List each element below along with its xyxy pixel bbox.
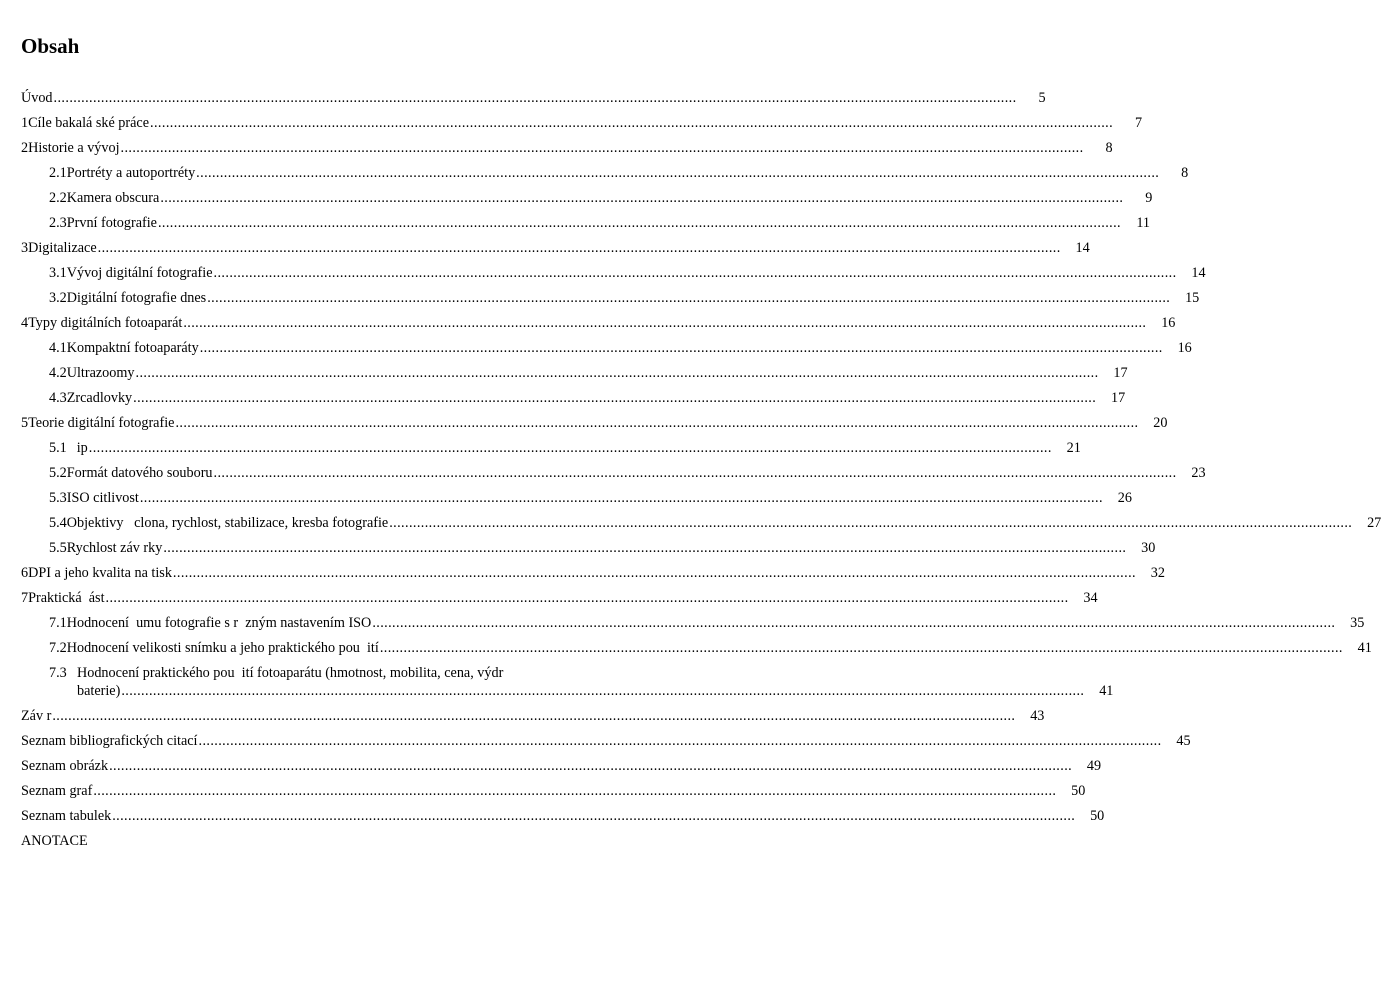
toc-page-number: 16 (1161, 315, 1176, 331)
toc-entry-title: Cíle bakalá ské práce (28, 115, 150, 131)
toc-entry-title: ISO citlivost (66, 490, 139, 506)
toc-entry-number: 5.1 (49, 440, 67, 456)
toc-entry-section-2-3[interactable] (0, 215, 1151, 232)
toc-entry-chapter-6[interactable] (0, 565, 1165, 582)
toc-dot-leader (52, 708, 1015, 725)
toc-entry-uvod[interactable] (0, 90, 1046, 107)
toc-entry-chapter-4[interactable] (0, 315, 1176, 332)
toc-entry-number: 4.2 (49, 365, 67, 381)
toc-dot-leader (121, 683, 1084, 700)
toc-dot-leader (183, 315, 1146, 332)
toc-entry-section-3-2[interactable] (0, 290, 1200, 307)
toc-entry-title: Portréty a autoportréty (66, 165, 196, 181)
toc-entry-list-of-charts[interactable] (0, 783, 1086, 800)
toc-entry-number: 4.1 (49, 340, 67, 356)
toc-entry-chapter-2[interactable] (0, 140, 1113, 157)
toc-entry-section-7-3[interactable] (0, 665, 653, 682)
toc-dot-leader (150, 115, 1113, 132)
toc-page-number: 14 (1075, 240, 1090, 256)
toc-entry-section-4-3[interactable] (0, 390, 1126, 407)
toc-dot-leader (160, 190, 1123, 207)
toc-heading: Obsah (21, 34, 80, 58)
toc-page-number: 23 (1191, 465, 1206, 481)
toc-entry-number: 4 (21, 315, 29, 331)
toc-entry-number: 5.5 (49, 540, 67, 556)
toc-dot-leader (372, 615, 1335, 632)
toc-entry-title: Seznam bibliografických citací (21, 733, 198, 749)
toc-page-number: 49 (1086, 758, 1102, 774)
toc-dot-leader (200, 340, 1163, 357)
toc-entry-number: 5 (21, 415, 29, 431)
toc-entry-title: Záv r (21, 708, 52, 724)
toc-page-number: 21 (1066, 440, 1081, 456)
toc-entry-title: Hodnocení praktického pou ití fotoaparátu (hmotnost, mobilita, cena, výdr (77, 665, 504, 681)
toc-entry-section-4-2[interactable] (0, 365, 1128, 382)
toc-entry-number: 7.2 (49, 640, 67, 656)
toc-page-number: 50 (1090, 808, 1105, 824)
toc-entry-number: 4.3 (49, 390, 67, 406)
toc-page-number: 41 (1099, 683, 1114, 699)
toc-page-number: 30 (1141, 540, 1156, 556)
toc-entry-number: 2.2 (49, 190, 67, 206)
toc-entry-chapter-7[interactable] (0, 590, 1098, 607)
toc-page-number: 9 (1145, 190, 1153, 206)
toc-entry-title: Hodnocení umu fotografie s r zným nastavením ISO (66, 615, 372, 631)
toc-page-number: 11 (1136, 215, 1151, 231)
toc-entry-anotace[interactable] (0, 833, 653, 850)
toc-entry-title: Historie a vývoj (28, 140, 120, 156)
toc-entry-title: Kamera obscura (66, 190, 160, 206)
toc-entry-number: 7.3 (49, 665, 67, 681)
toc-page-number: 17 (1111, 390, 1126, 406)
toc-entry-section-3-1[interactable] (0, 265, 1206, 282)
toc-dot-leader (214, 265, 1177, 282)
toc-page-number: 43 (1030, 708, 1045, 724)
toc-page-number: 17 (1113, 365, 1128, 381)
toc-page-number: 15 (1185, 290, 1200, 306)
toc-page-number: 14 (1191, 265, 1206, 281)
toc-page-number: 41 (1357, 640, 1372, 656)
toc-dot-leader (136, 365, 1099, 382)
toc-entry-section-4-1[interactable] (0, 340, 1192, 357)
toc-entry-number: 1 (21, 115, 29, 131)
toc-entry-section-2-2[interactable] (0, 190, 1153, 207)
toc-entry-number: 2 (21, 140, 29, 156)
toc-entry-title: Hodnocení velikosti snímku a jeho praktického pou ití (66, 640, 379, 656)
toc-entry-section-5-3[interactable] (0, 490, 1132, 507)
toc-dot-leader (196, 165, 1159, 182)
toc-page-number: 8 (1181, 165, 1189, 181)
toc-entry-number: 5.3 (49, 490, 67, 506)
toc-entry-title: ANOTACE (21, 833, 88, 849)
toc-entry-section-7-3-continued[interactable] (0, 683, 1114, 700)
toc-entry-title: Seznam obrázk (21, 758, 109, 774)
toc-dot-leader (54, 90, 1017, 107)
toc-entry-title: ip (76, 440, 88, 456)
toc-entry-title: Kompaktní fotoaparáty (66, 340, 199, 356)
toc-page-number: 32 (1150, 565, 1165, 581)
toc-entry-title-line2: baterie) (77, 683, 121, 699)
toc-dot-leader (106, 590, 1069, 607)
toc-dot-leader (173, 565, 1136, 582)
toc-dot-leader (175, 415, 1138, 432)
toc-entry-number: 3 (21, 240, 29, 256)
toc-entry-section-5-4[interactable] (0, 515, 1381, 532)
toc-entry-section-2-1[interactable] (0, 165, 1189, 182)
toc-entry-number: 5.4 (49, 515, 67, 531)
toc-entry-bibliography[interactable] (0, 733, 1191, 750)
toc-dot-leader (112, 808, 1075, 825)
toc-entry-number: 7.1 (49, 615, 67, 631)
toc-page-number: 20 (1153, 415, 1168, 431)
toc-dot-leader (109, 758, 1072, 775)
toc-page-number: 50 (1071, 783, 1086, 799)
toc-dot-leader (163, 540, 1126, 557)
toc-entry-title: Ultrazoomy (66, 365, 135, 381)
toc-page-number: 35 (1350, 615, 1365, 631)
toc-entry-title: Rychlost záv rky (66, 540, 163, 556)
toc-entry-title: Seznam tabulek (21, 808, 112, 824)
toc-dot-leader (89, 440, 1052, 457)
toc-page-number: 26 (1117, 490, 1132, 506)
toc-entry-title: Digitální fotografie dnes (66, 290, 207, 306)
toc-entry-number: 2.3 (49, 215, 67, 231)
toc-entry-title: První fotografie (66, 215, 157, 231)
toc-entry-title: Digitalizace (28, 240, 97, 256)
toc-entry-chapter-1[interactable] (0, 115, 1143, 132)
toc-entry-number: 6 (21, 565, 29, 581)
toc-dot-leader (207, 290, 1170, 307)
toc-entry-title: Objektivy clona, rychlost, stabilizace, kresba fotografie (66, 515, 389, 531)
toc-entry-title: Vývoj digitální fotografie (66, 265, 213, 281)
toc-entry-title: Úvod (21, 90, 53, 106)
toc-entry-title: Zrcadlovky (66, 390, 133, 406)
toc-entry-chapter-5[interactable] (0, 415, 1168, 432)
toc-entry-list-of-tables[interactable] (0, 808, 1105, 825)
toc-entry-number: 3.1 (49, 265, 67, 281)
toc-page-number: 27 (1367, 515, 1381, 531)
toc-dot-leader (214, 465, 1177, 482)
toc-entry-section-7-1[interactable] (0, 615, 1365, 632)
toc-dot-leader (93, 783, 1056, 800)
toc-entry-title: Typy digitálních fotoaparát (28, 315, 183, 331)
toc-dot-leader (389, 515, 1352, 532)
toc-page-number: 16 (1177, 340, 1192, 356)
toc-entry-list-of-figures[interactable] (0, 758, 1102, 775)
toc-page-number: 5 (1038, 90, 1046, 106)
toc-dot-leader (133, 390, 1096, 407)
toc-page-number: 34 (1083, 590, 1098, 606)
toc-entry-title: Praktická ást (28, 590, 105, 606)
toc-entry-title: Seznam graf (21, 783, 93, 799)
toc-entry-title: Formát datového souboru (66, 465, 213, 481)
toc-entry-section-5-1[interactable] (0, 440, 1081, 457)
toc-page-number: 45 (1176, 733, 1191, 749)
toc-dot-leader (158, 215, 1121, 232)
toc-dot-leader (98, 240, 1061, 257)
toc-entry-title: Teorie digitální fotografie (28, 415, 175, 431)
toc-entry-title: DPI a jeho kvalita na tisk (28, 565, 172, 581)
toc-dot-leader (199, 733, 1162, 750)
toc-entry-zaver[interactable] (0, 708, 1045, 725)
toc-entry-section-7-2[interactable] (0, 640, 1372, 657)
toc-entry-chapter-3[interactable] (0, 240, 1090, 257)
toc-dot-leader (380, 640, 1343, 657)
toc-page-number: 8 (1105, 140, 1113, 156)
toc-entry-number: 2.1 (49, 165, 67, 181)
toc-page-number: 7 (1134, 115, 1143, 131)
toc-dot-leader (140, 490, 1103, 507)
toc-entry-number: 7 (21, 590, 29, 606)
toc-entry-number: 3.2 (49, 290, 67, 306)
toc-entry-number: 5.2 (49, 465, 67, 481)
toc-entry-section-5-2[interactable] (0, 465, 1206, 482)
toc-entry-section-5-5[interactable] (0, 540, 1156, 557)
toc-dot-leader (121, 140, 1084, 157)
